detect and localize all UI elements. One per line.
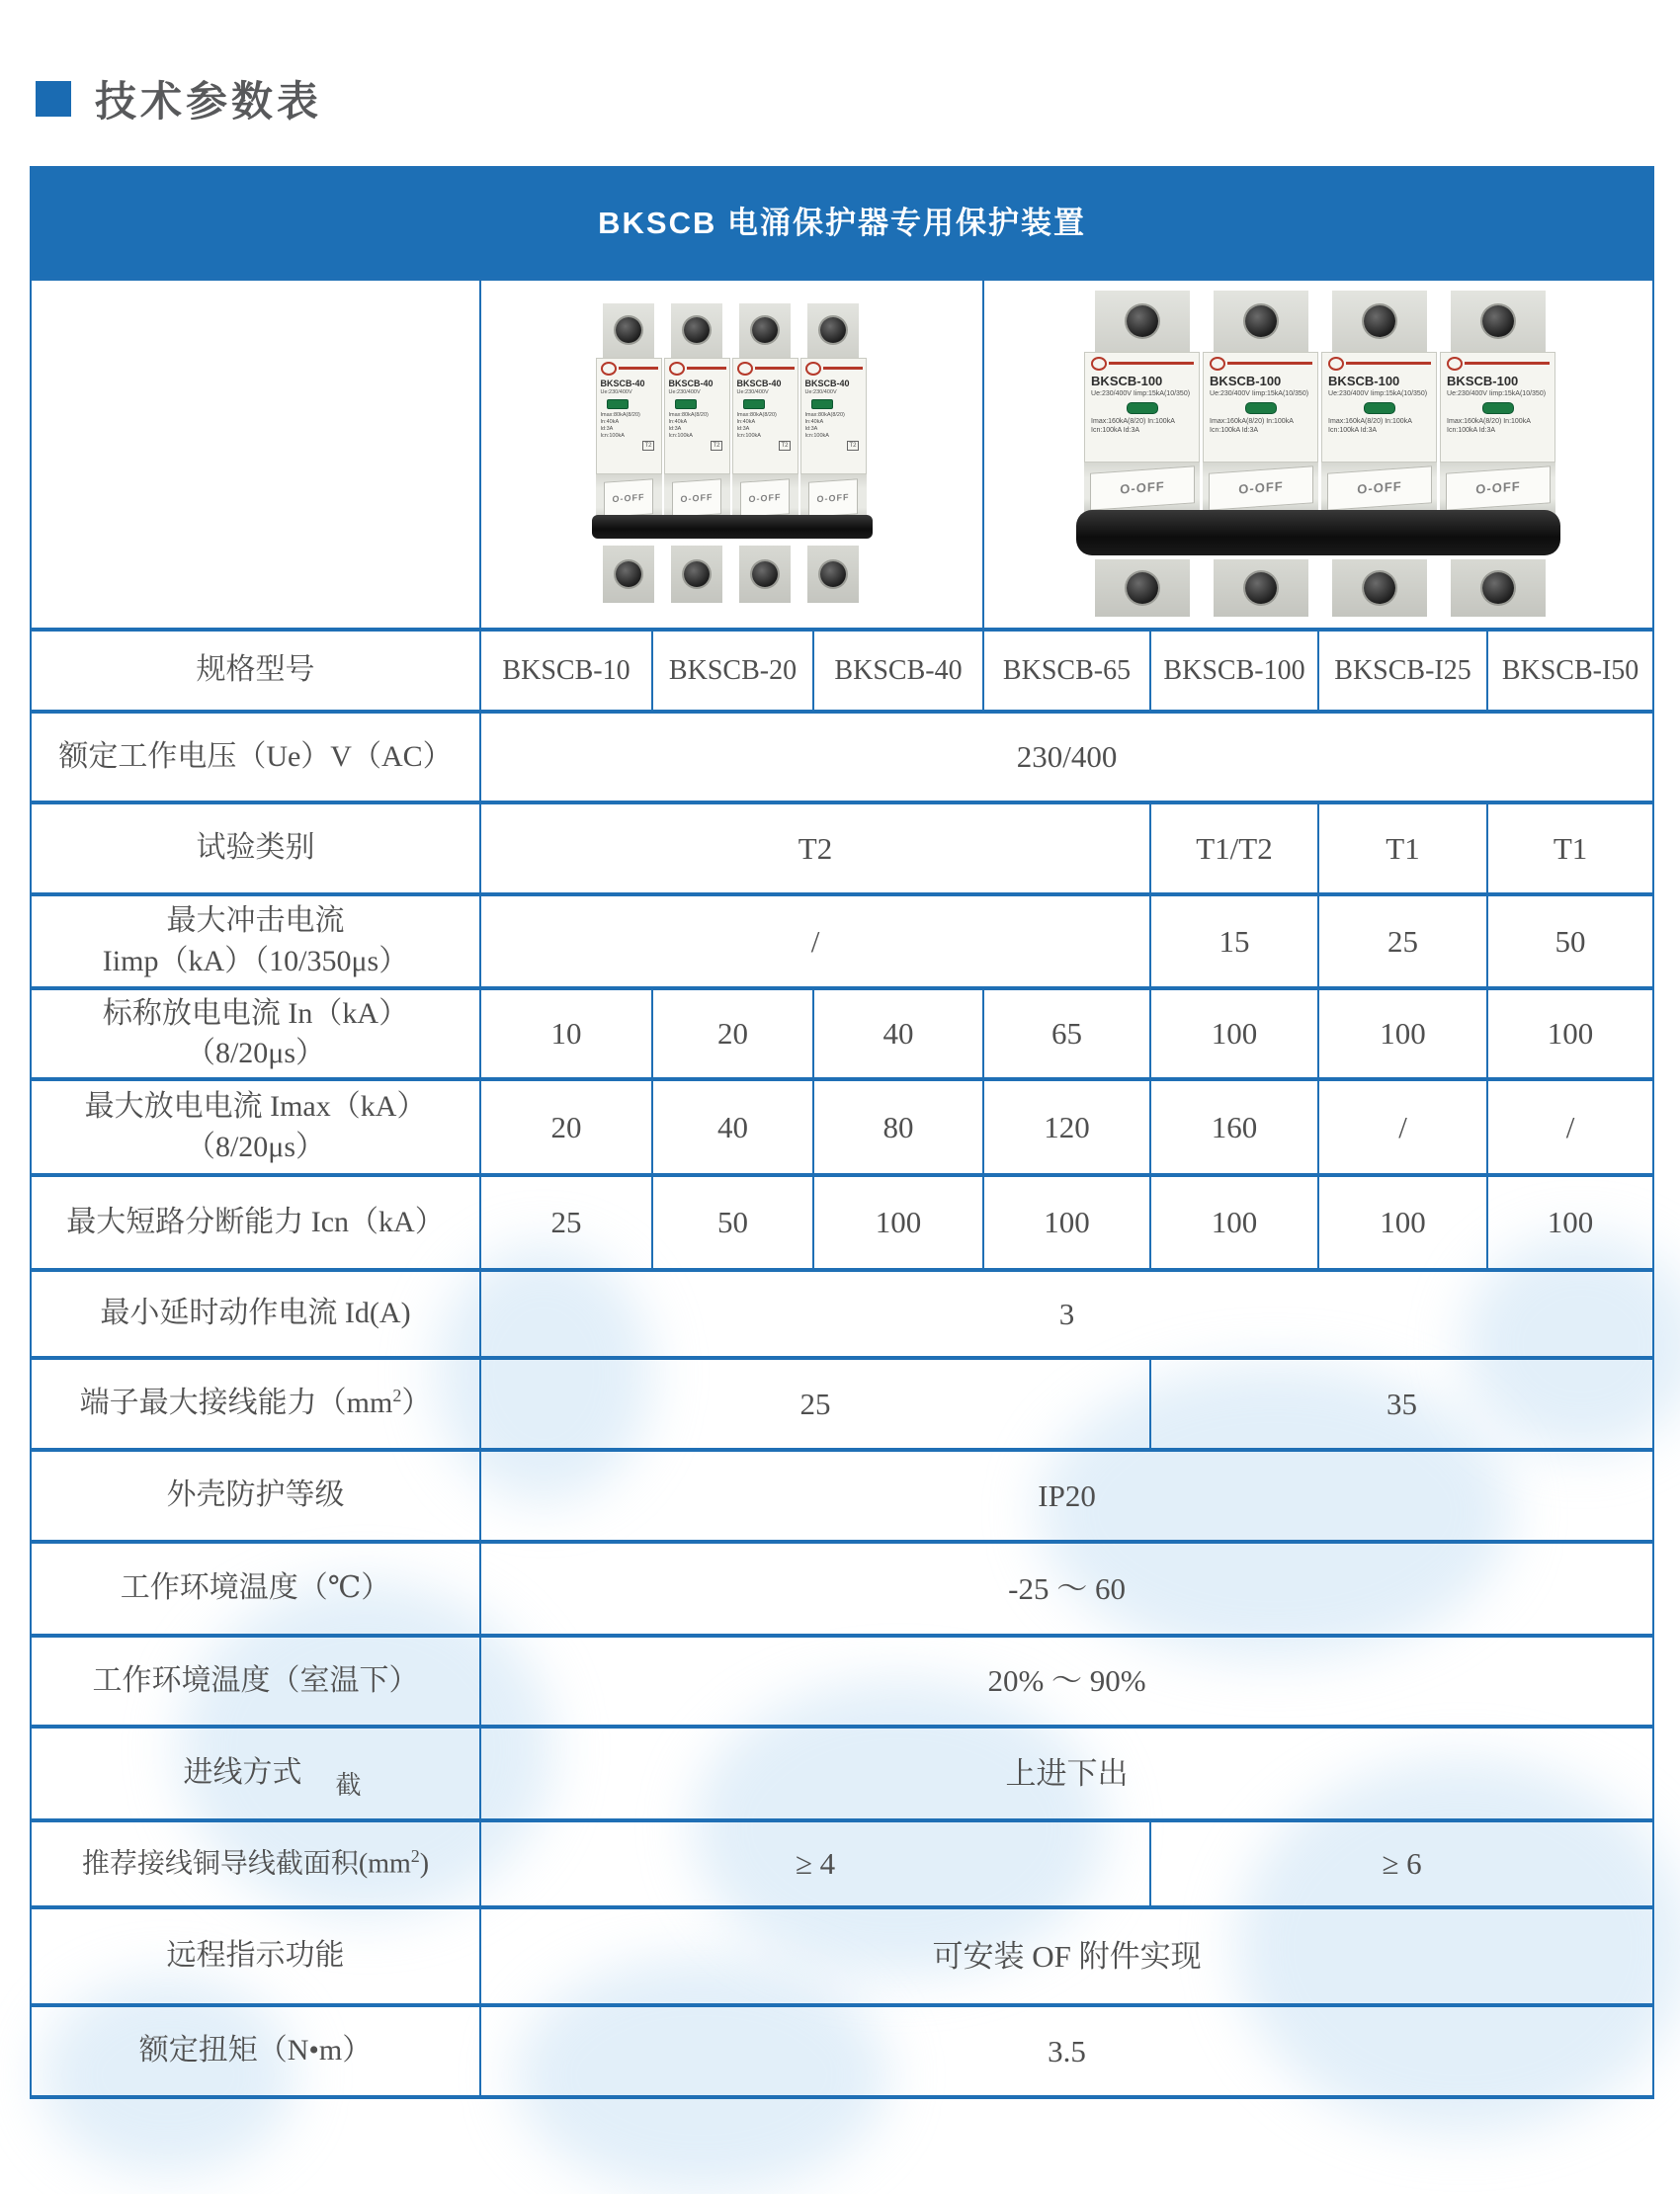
breaker-spec-line: Imax:80kA(8/20) xyxy=(600,412,640,419)
breaker-spec-line: Icn:100kA Id:3A xyxy=(1447,427,1496,435)
value-cell: 35 xyxy=(1150,1358,1653,1450)
toggle-area xyxy=(1203,463,1318,514)
value-cell: 上进下出 xyxy=(480,1727,1653,1820)
handle-bar xyxy=(592,515,873,539)
terminal-top xyxy=(739,303,791,358)
terminal-bottom xyxy=(1095,559,1190,617)
breaker-model-label: BKSCB-100 xyxy=(1328,373,1400,388)
terminal-bottom xyxy=(1451,559,1546,617)
value-cell: 100 xyxy=(813,1175,983,1270)
value-cell: 20% ～ 90% xyxy=(480,1636,1653,1727)
value-cell: 40 xyxy=(813,988,983,1079)
row-label-icn: 最大短路分断能力 Icn（kA） xyxy=(31,1175,480,1270)
value-cell: 65 xyxy=(983,988,1150,1079)
value-cell: 100 xyxy=(1150,1175,1318,1270)
value-cell: T1 xyxy=(1487,802,1653,894)
screw-icon xyxy=(616,317,641,343)
breaker-face xyxy=(1203,352,1318,463)
table-row xyxy=(31,1727,1653,1820)
row-label-ip: 外壳防护等级 xyxy=(31,1450,480,1542)
title-bullet-icon xyxy=(36,81,71,117)
value-cell: / xyxy=(1487,1079,1653,1175)
breaker-spec-line: Icn:100kA xyxy=(804,432,829,439)
label-part: 推荐接线铜导线截面积(mm xyxy=(81,1848,411,1880)
breaker-face xyxy=(664,358,730,474)
screw-icon xyxy=(684,317,710,343)
breaker-spec-line: In:40kA xyxy=(804,418,824,425)
breaker-voltage-label: Ue:230/400V xyxy=(736,388,769,395)
row-label-temp: 工作环境温度（℃） xyxy=(31,1542,480,1636)
breaker-model-label: BKSCB-40 xyxy=(736,378,782,388)
label-line: 标称放电电流 In（kA） xyxy=(102,996,409,1030)
brand-logo-icon xyxy=(1447,357,1463,371)
row-label-remote: 远程指示功能 xyxy=(31,1907,480,2005)
row-label-voltage: 额定工作电压（Ue）V（AC） xyxy=(31,712,480,802)
table-row xyxy=(31,1636,1653,1727)
page-title-text: 技术参数表 xyxy=(95,78,323,125)
label-line: （8/20μs） xyxy=(185,1130,326,1163)
label-superscript: 2 xyxy=(410,1846,420,1867)
model-value-cell: BKSCB-I25 xyxy=(1318,630,1487,712)
toggle-off-label: O-OFF xyxy=(1209,465,1313,510)
led-indicator xyxy=(1245,402,1277,414)
breaker-spec-line: Imax:160kA(8/20) In:100kA xyxy=(1091,418,1175,426)
terminal-top xyxy=(1095,291,1190,352)
table-row xyxy=(31,1820,1653,1907)
breaker-face xyxy=(1321,352,1437,463)
breaker-face xyxy=(1440,352,1555,463)
label-part: 端子最大接线能力（mm xyxy=(79,1387,393,1420)
breaker-spec-line: Id:3A xyxy=(736,425,750,432)
led-indicator xyxy=(607,399,629,409)
terminal-top xyxy=(603,303,654,358)
table-row xyxy=(31,1270,1653,1358)
spec-table xyxy=(30,166,1654,2099)
screw-icon xyxy=(752,317,778,343)
screw-icon xyxy=(1364,572,1395,604)
value-cell: ≥ 4 xyxy=(480,1820,1150,1907)
screw-icon xyxy=(1364,305,1395,337)
model-value-cell: BKSCB-I50 xyxy=(1487,630,1653,712)
value-cell: 10 xyxy=(480,988,652,1079)
brand-logo-icon xyxy=(805,362,821,376)
screw-icon xyxy=(616,561,641,587)
row-label-id: 最小延时动作电流 Id(A) xyxy=(31,1270,480,1358)
led-indicator xyxy=(1482,402,1514,414)
breaker-voltage-label: Ue:230/400V xyxy=(600,388,632,395)
breaker-spec-line: Icn:100kA xyxy=(600,432,625,439)
breaker-spec-line: In:40kA xyxy=(600,418,620,425)
terminal-top xyxy=(1214,291,1308,352)
value-cell: T1/T2 xyxy=(1150,802,1318,894)
brand-line xyxy=(687,367,726,370)
terminal-top xyxy=(1332,291,1427,352)
table-title: BKSCB 电涌保护器专用保护装置 xyxy=(31,168,1653,279)
table-row xyxy=(31,1450,1653,1542)
breaker-model-label: BKSCB-40 xyxy=(600,378,645,388)
breaker-spec-line: Imax:80kA(8/20) xyxy=(804,412,845,419)
row-label-torque: 额定扭矩（N•m） xyxy=(31,2005,480,2097)
model-value-cell: BKSCB-40 xyxy=(813,630,983,712)
value-cell: / xyxy=(1318,1079,1487,1175)
breaker-model-label: BKSCB-100 xyxy=(1447,373,1519,388)
type-badge: T2 xyxy=(642,441,653,451)
breaker-spec-line: Imax:160kA(8/20) In:100kA xyxy=(1447,418,1531,426)
label-part: 进线方式 xyxy=(183,1756,302,1790)
row-label-test: 试验类别 xyxy=(31,802,480,894)
value-cell: -25 ～ 60 xyxy=(480,1542,1653,1636)
row-label-imax xyxy=(31,1079,480,1175)
toggle-area xyxy=(1321,463,1437,514)
screw-icon xyxy=(1127,572,1158,604)
breaker-face xyxy=(800,358,867,474)
value-cell: 80 xyxy=(813,1079,983,1175)
table-row xyxy=(31,1542,1653,1636)
value-cell: / xyxy=(480,894,1150,988)
breaker-spec-line: Icn:100kA xyxy=(668,432,693,439)
breaker-voltage-label: Ue:230/400V xyxy=(668,388,701,395)
brand-line xyxy=(1227,362,1312,365)
breaker-spec-line: Imax:160kA(8/20) In:100kA xyxy=(1210,418,1294,426)
breaker-spec-line: Id:3A xyxy=(600,425,614,432)
table-row xyxy=(31,988,1653,1079)
screw-icon xyxy=(1482,305,1514,337)
breaker-voltage-label: Ue:230/400V Iimp:15kA(10/350) xyxy=(1447,390,1547,398)
breaker-spec-line: In:40kA xyxy=(736,418,756,425)
breaker-module-large xyxy=(1440,291,1555,617)
breaker-face xyxy=(1084,352,1200,463)
screw-icon xyxy=(1127,305,1158,337)
value-cell: 3 xyxy=(480,1270,1653,1358)
row-label-iimp xyxy=(31,894,480,988)
row-label-terminal xyxy=(31,1358,480,1450)
model-value-cell: BKSCB-20 xyxy=(652,630,813,712)
value-cell: 25 xyxy=(480,1175,652,1270)
brand-logo-icon xyxy=(601,362,617,376)
label-line: 最大冲击电流 xyxy=(166,904,345,937)
value-cell: 100 xyxy=(983,1175,1150,1270)
type-badge: T2 xyxy=(847,441,858,451)
terminal-bottom xyxy=(603,546,654,603)
screw-icon xyxy=(820,317,846,343)
product-photo-large-cell xyxy=(983,279,1653,630)
value-cell: T1 xyxy=(1318,802,1487,894)
photo-row-empty-cell xyxy=(31,279,480,630)
value-cell: 160 xyxy=(1150,1079,1318,1175)
value-cell: 50 xyxy=(652,1175,813,1270)
value-cell: 50 xyxy=(1487,894,1653,988)
breaker-spec-line: In:40kA xyxy=(668,418,688,425)
row-label-wiring xyxy=(31,1727,480,1820)
value-cell: 3.5 xyxy=(480,2005,1653,2097)
breaker-spec-line: Icn:100kA Id:3A xyxy=(1210,427,1259,435)
type-badge: T2 xyxy=(779,441,790,451)
breaker-module-small xyxy=(664,303,730,603)
row-label-in xyxy=(31,988,480,1079)
breaker-module-small xyxy=(596,303,662,603)
page-title xyxy=(36,69,322,128)
value-cell: 40 xyxy=(652,1079,813,1175)
led-indicator xyxy=(743,399,765,409)
brand-line xyxy=(1346,362,1431,365)
table-row xyxy=(31,2005,1653,2097)
brand-logo-icon xyxy=(1328,357,1344,371)
breaker-spec-line: Imax:160kA(8/20) In:100kA xyxy=(1328,418,1412,426)
table-row xyxy=(31,1907,1653,2005)
breaker-face xyxy=(596,358,662,474)
brand-logo-icon xyxy=(669,362,685,376)
breaker-model-label: BKSCB-40 xyxy=(804,378,850,388)
terminal-top xyxy=(1451,291,1546,352)
screw-icon xyxy=(1245,305,1277,337)
toggle-area xyxy=(1440,463,1555,514)
table-row xyxy=(31,894,1653,988)
terminal-bottom xyxy=(739,546,791,603)
screw-icon xyxy=(1245,572,1277,604)
terminal-top xyxy=(807,303,859,358)
breaker-module-large xyxy=(1203,291,1318,617)
toggle-off-label: O-OFF xyxy=(1446,465,1551,510)
breaker-model-label: BKSCB-100 xyxy=(1091,373,1163,388)
breaker-module-small xyxy=(800,303,867,603)
label-part: ） xyxy=(401,1387,432,1420)
led-indicator xyxy=(1364,402,1395,414)
breaker-spec-line: Id:3A xyxy=(804,425,818,432)
value-cell: T2 xyxy=(480,802,1150,894)
value-cell: 100 xyxy=(1150,988,1318,1079)
label-line: （8/20μs） xyxy=(185,1037,326,1069)
value-cell: 120 xyxy=(983,1079,1150,1175)
label-line: 最大放电电流 Imax（kA） xyxy=(84,1090,427,1123)
breaker-voltage-label: Ue:230/400V Iimp:15kA(10/350) xyxy=(1328,390,1428,398)
breaker-spec-line: Icn:100kA xyxy=(736,432,761,439)
product-photo-small xyxy=(596,303,869,606)
value-cell: 100 xyxy=(1318,988,1487,1079)
brand-line xyxy=(823,367,863,370)
breaker-module-large xyxy=(1321,291,1437,617)
toggle-off-label: O-OFF xyxy=(1327,465,1432,510)
terminal-bottom xyxy=(1214,559,1308,617)
label-part: ) xyxy=(419,1848,430,1880)
value-cell: 20 xyxy=(480,1079,652,1175)
toggle-off-label: O-OFF xyxy=(672,478,721,517)
screw-icon xyxy=(820,561,846,587)
breaker-voltage-label: Ue:230/400V Iimp:15kA(10/350) xyxy=(1210,390,1309,398)
label-superscript: 2 xyxy=(392,1386,402,1406)
breaker-model-label: BKSCB-40 xyxy=(668,378,714,388)
model-value-cell: BKSCB-65 xyxy=(983,630,1150,712)
row-label-model: 规格型号 xyxy=(31,630,480,712)
value-cell: 25 xyxy=(1318,894,1487,988)
brand-line xyxy=(619,367,658,370)
table-row xyxy=(31,802,1653,894)
brand-logo-icon xyxy=(1210,357,1225,371)
breaker-spec-line: Icn:100kA Id:3A xyxy=(1328,427,1378,435)
value-cell: 25 xyxy=(480,1358,1150,1450)
toggle-off-label: O-OFF xyxy=(1090,465,1195,510)
breaker-voltage-label: Ue:230/400V Iimp:15kA(10/350) xyxy=(1091,390,1191,398)
table-row xyxy=(31,630,1653,712)
toggle-off-label: O-OFF xyxy=(740,478,790,517)
breaker-model-label: BKSCB-100 xyxy=(1210,373,1282,388)
value-cell: IP20 xyxy=(480,1450,1653,1542)
value-cell: ≥ 6 xyxy=(1150,1820,1653,1907)
product-photo-small-cell xyxy=(480,279,983,630)
terminal-bottom xyxy=(1332,559,1427,617)
led-indicator xyxy=(1127,402,1158,414)
value-cell: 可安装 OF 附件实现 xyxy=(480,1907,1653,2005)
value-cell: 100 xyxy=(1487,1175,1653,1270)
toggle-off-label: O-OFF xyxy=(604,478,653,517)
breaker-spec-line: Imax:80kA(8/20) xyxy=(668,412,709,419)
terminal-bottom xyxy=(671,546,722,603)
terminal-top xyxy=(671,303,722,358)
brand-line xyxy=(1109,362,1194,365)
value-cell: 230/400 xyxy=(480,712,1653,802)
led-indicator xyxy=(675,399,697,409)
toggle-off-label: O-OFF xyxy=(808,478,858,517)
table-row xyxy=(31,1079,1653,1175)
product-photo-large xyxy=(1084,291,1553,619)
breaker-module-large xyxy=(1084,291,1200,617)
value-cell: 15 xyxy=(1150,894,1318,988)
breaker-spec-line: Icn:100kA Id:3A xyxy=(1091,427,1140,435)
brand-line xyxy=(755,367,795,370)
value-cell: 100 xyxy=(1487,988,1653,1079)
brand-line xyxy=(1465,362,1550,365)
table-row xyxy=(31,1175,1653,1270)
screw-icon xyxy=(684,561,710,587)
type-badge: T2 xyxy=(711,441,721,451)
screw-icon xyxy=(752,561,778,587)
handle-bar xyxy=(1076,510,1560,555)
toggle-area xyxy=(1084,463,1200,514)
row-label-humidity: 工作环境温度（室温下） xyxy=(31,1636,480,1727)
terminal-bottom xyxy=(807,546,859,603)
brand-logo-icon xyxy=(1091,357,1107,371)
label-extra-char: 截 xyxy=(335,1771,362,1801)
model-value-cell: BKSCB-100 xyxy=(1150,630,1318,712)
value-cell: 100 xyxy=(1318,1175,1487,1270)
model-value-cell: BKSCB-10 xyxy=(480,630,652,712)
row-label-wire-area xyxy=(31,1820,480,1907)
screw-icon xyxy=(1482,572,1514,604)
table-row xyxy=(31,712,1653,802)
value-cell: 20 xyxy=(652,988,813,1079)
led-indicator xyxy=(811,399,833,409)
breaker-face xyxy=(732,358,798,474)
breaker-spec-line: Imax:80kA(8/20) xyxy=(736,412,777,419)
table-row xyxy=(31,1358,1653,1450)
breaker-module-small xyxy=(732,303,798,603)
breaker-spec-line: Id:3A xyxy=(668,425,682,432)
brand-logo-icon xyxy=(737,362,753,376)
label-line: Iimp（kA）（10/350μs） xyxy=(102,944,409,977)
breaker-voltage-label: Ue:230/400V xyxy=(804,388,837,395)
